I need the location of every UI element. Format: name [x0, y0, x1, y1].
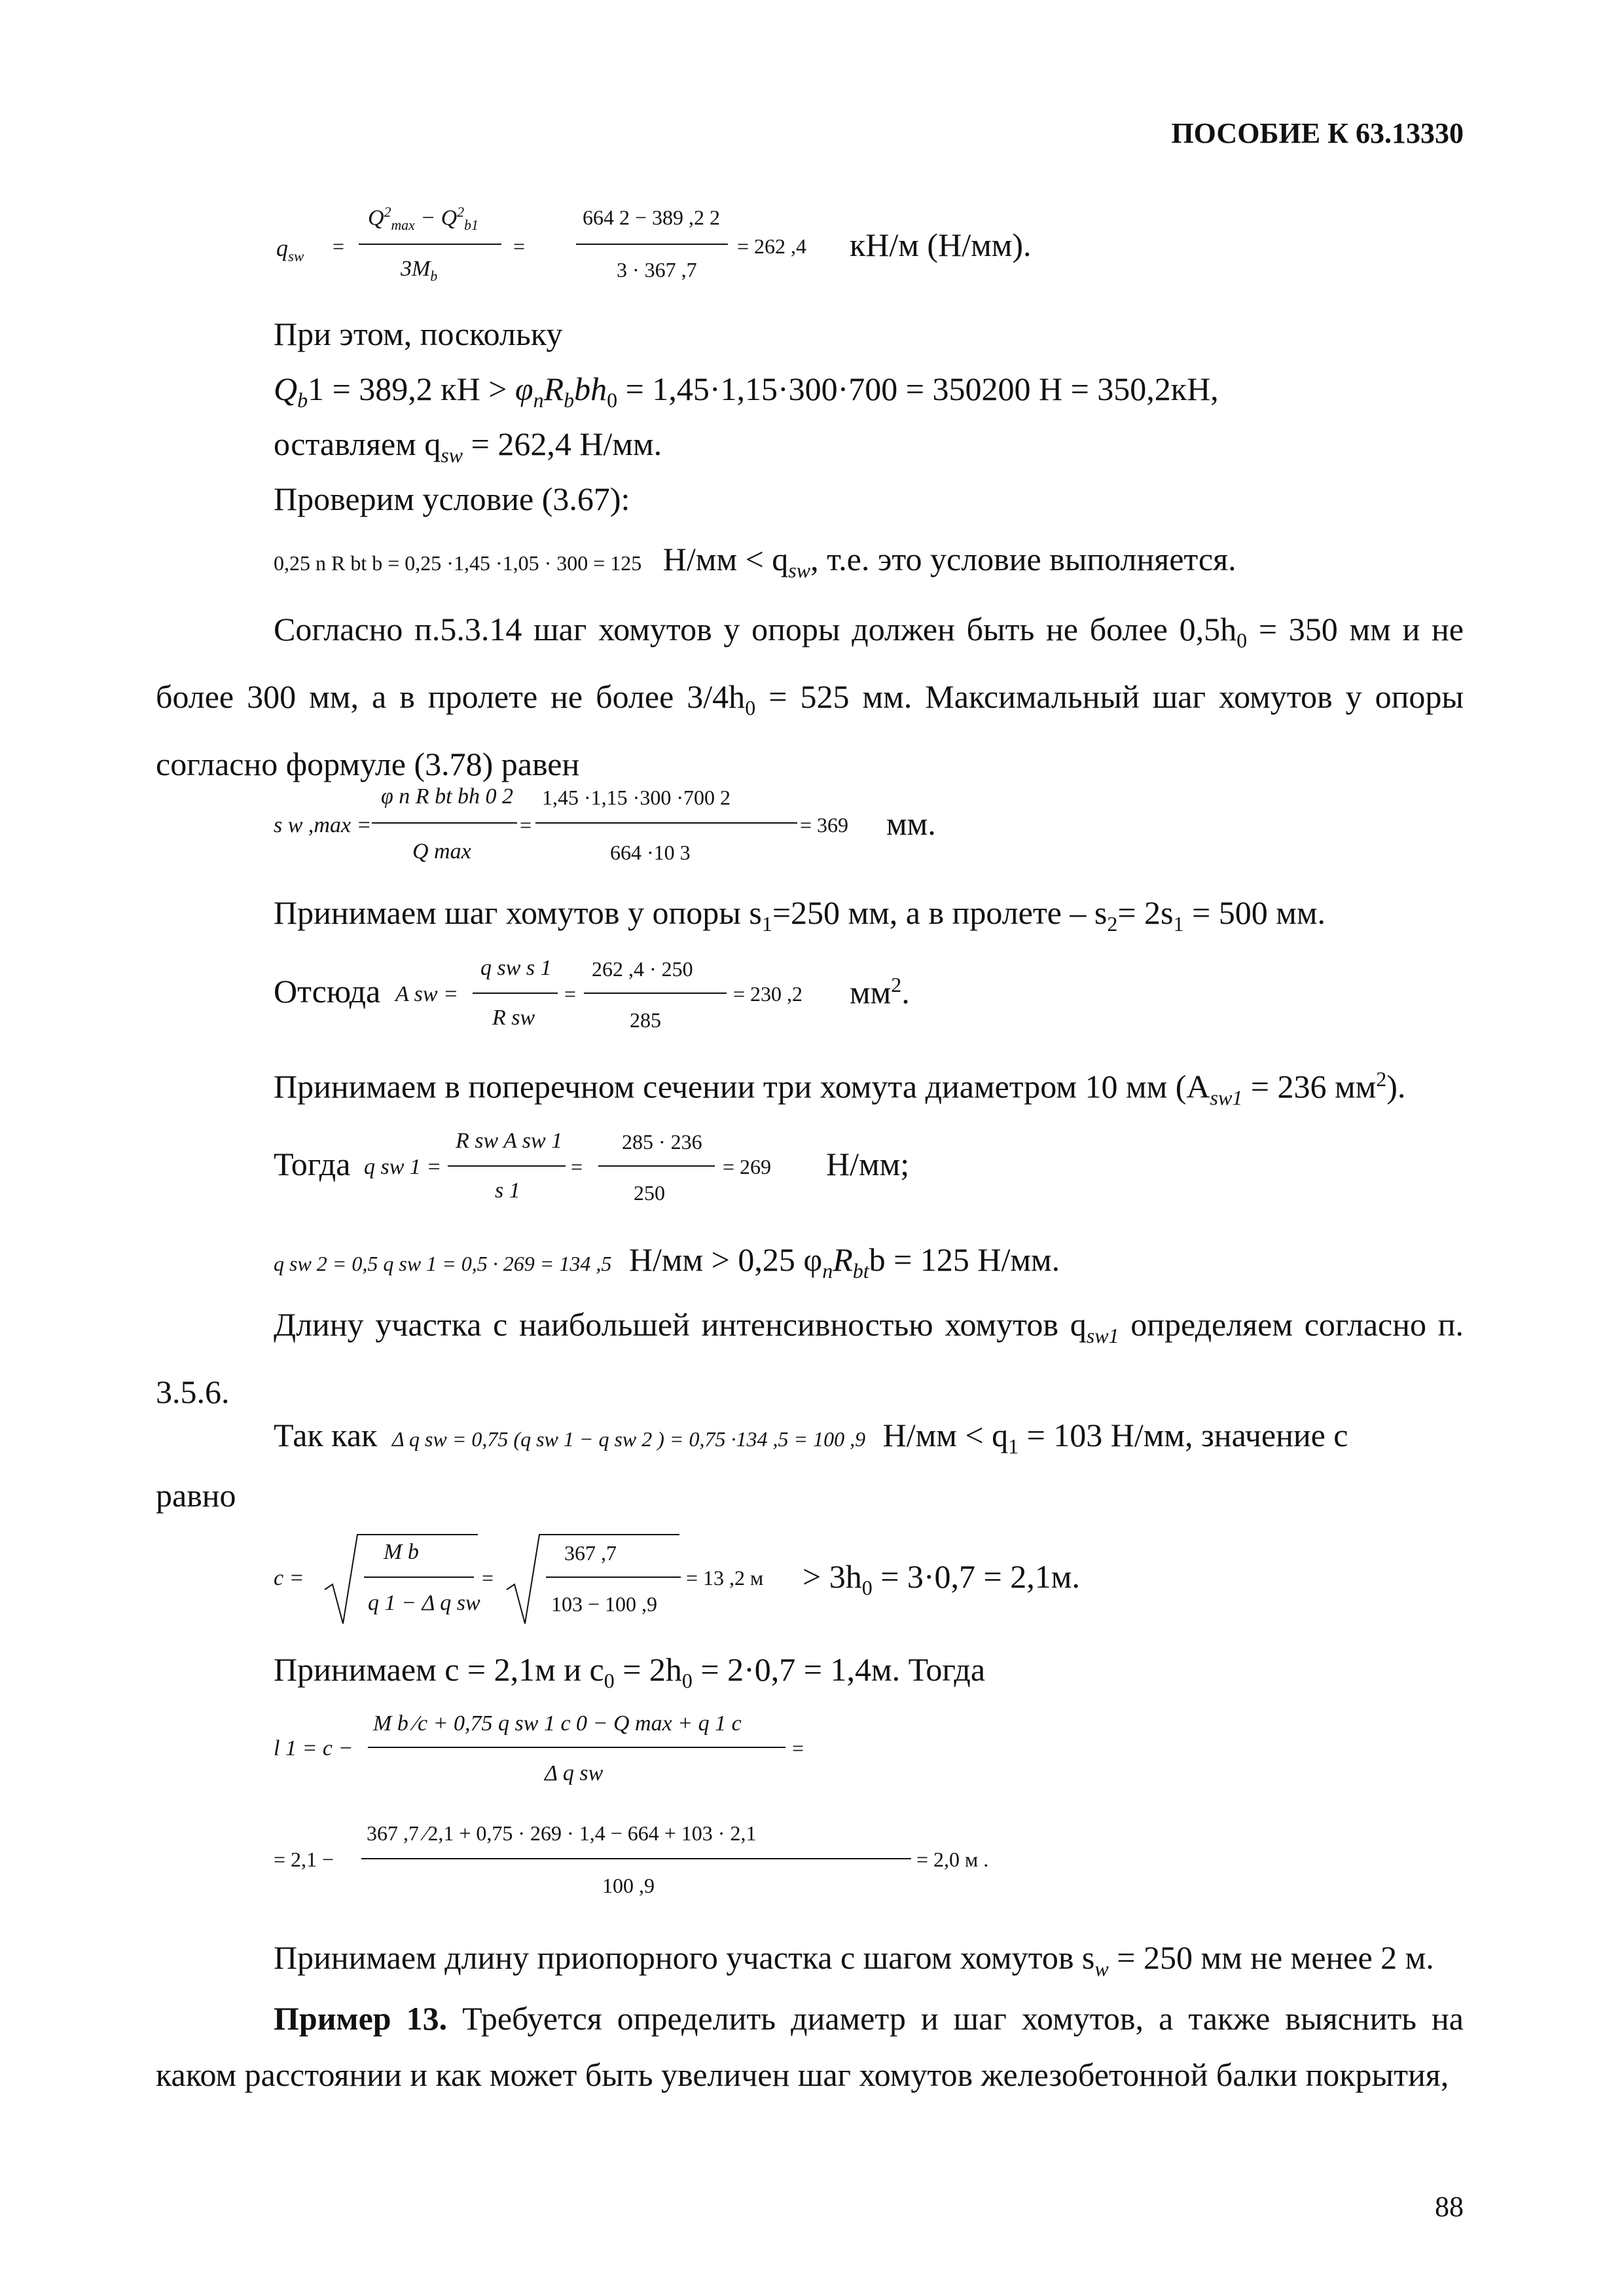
- formula-qsw1-den1: s 1: [495, 1178, 520, 1203]
- formula-qsw1-bar2: [598, 1165, 715, 1167]
- text-p9: Принимаем в поперечном сечении три хомута диаметром 10 мм ($A_{sw1} = 236$ $мм^2$).: [274, 1067, 1406, 1110]
- formula-l1-bar1: [368, 1747, 785, 1748]
- formula-asw-den1: R sw: [492, 1006, 535, 1030]
- formula-qsw-num1: $Q^2_{max} - Q^2_{b1}$: [368, 204, 478, 234]
- text-p7: Принимаем шаг хомутов у опоры $s_1=250$ мм, а в пролете – $s_2= 2s_1 = 500$ мм.: [274, 894, 1326, 936]
- formula-qsw-fraction-bar1: [359, 244, 501, 245]
- text-p13: Так как Δ q sw = 0,75 (q sw 1 − q sw 2 ) = 0,75 ·134 ,5 = 100 ,9 $Н/мм < q_1 = 103$ Н/мм, значение c: [274, 1417, 1348, 1458]
- formula-swmax-result: = 369: [800, 813, 849, 837]
- text-p2: $Q_b1 = 389,2$ кН > $\varphi_nR_bbh_0 = 1,45\cdot 1,15\cdot 300\cdot 700 = 350200$ Н = 350,2кН,: [274, 371, 1219, 412]
- formula-c-eq: =: [482, 1566, 494, 1590]
- document-header: ПОСОБИЕ К 63.13330: [1171, 117, 1464, 149]
- formula-c-result: = 13 ,2 м: [686, 1566, 764, 1590]
- formula-swmax-num1: φ n R bt bh 0 2: [381, 784, 514, 809]
- formula-l1-lhs: l 1 = c −: [274, 1736, 353, 1760]
- formula-swmax-bar1: [372, 822, 517, 824]
- formula-c-bar2: [546, 1576, 681, 1578]
- formula-l1-den1: Δ q sw: [545, 1761, 604, 1785]
- formula-qsw1-lhs: q sw 1 =: [364, 1155, 442, 1179]
- text-p14: Принимаем c = 2,1м и $c_0 = 2h_0 = 2\cdot 0,7 = 1,4м$. Тогда: [274, 1651, 986, 1692]
- formula-qsw-fraction-bar2: [576, 244, 728, 245]
- example-label: Пример 13.: [274, 2000, 448, 2037]
- formula-asw-result: = 230 ,2: [733, 982, 803, 1006]
- formula-swmax-den2: 664 ·10 3: [610, 841, 691, 864]
- formula-l1-num2: 367 ,7 ⁄2,1 + 0,75 · 269 · 1,4 − 664 + 103 · 2,1: [367, 1821, 757, 1845]
- formula-swmax-eq: =: [520, 813, 532, 837]
- formula-qsw1-label: Тогда: [274, 1146, 351, 1182]
- formula-qsw1-num2: 285 · 236: [622, 1130, 702, 1154]
- text-p16: Пример 13. Требуется определить диаметр и шаг хомутов, а также выяснить на каком расстоянии и как может быть увеличен шаг хомутов железобетонной балки покрытия,: [156, 2000, 1464, 2093]
- formula-l1-eq1: =: [792, 1736, 804, 1760]
- formula-c-den1: q 1 − Δ q sw: [368, 1591, 480, 1615]
- text-p5: 0,25 n R bt b = 0,25 ·1,45 ·1,05 · 300 = 125 $Н/мм < q_{sw}$, т.е. это условие выполняется.: [274, 541, 1236, 582]
- text-p3: оставляем $q_{sw} = 262,4$ Н/мм.: [274, 426, 662, 467]
- formula-asw-num1: q sw s 1: [480, 956, 552, 980]
- formula-qsw1-den2: 250: [634, 1181, 665, 1205]
- formula-qsw-eq2: =: [513, 234, 526, 258]
- text-p6: Согласно п.5.3.14 шаг хомутов у опоры должен быть не более $0,5h_0 = 350$ мм и не более 300 мм, а в пролете не более $3/4h_0 = 525$ мм. Максимальный шаг хомутов у опоры согласно формуле (3.78) равен: [156, 611, 1464, 782]
- text-p1: При этом, поскольку: [274, 316, 563, 352]
- formula-l1-lhs2: = 2,1 −: [274, 1848, 334, 1871]
- formula-qsw-den1: $3M_b$: [401, 257, 438, 284]
- page-number: 88: [1435, 2191, 1464, 2223]
- formula-asw-unit: $мм^2$.: [850, 973, 910, 1011]
- formula-asw-eq: =: [564, 982, 577, 1006]
- formula-swmax-unit: мм.: [886, 805, 936, 842]
- formula-l1-num1: M b ⁄c + 0,75 q sw 1 c 0 − Q max + q 1 c: [373, 1711, 742, 1736]
- formula-qsw1-unit: Н/мм;: [826, 1146, 910, 1182]
- formula-c-den2: 103 − 100 ,9: [551, 1592, 658, 1616]
- formula-qsw-num2: 664 2 − 389 ,2 2: [583, 206, 721, 229]
- text-p15: Принимаем длину приопорного участка с шагом хомутов $s_w = 250$ мм не менее 2 м.: [274, 1939, 1434, 1980]
- text-p12: Длину участка с наибольшей интенсивностью хомутов $q_{sw1}$ определяем согласно п. 3.5.6.: [156, 1306, 1464, 1410]
- text-p11: q sw 2 = 0,5 q sw 1 = 0,5 · 269 = 134 ,5 Н/мм > 0,25 $\varphi_nR_{bt}b = 125$ Н/мм.: [274, 1241, 1060, 1283]
- formula-asw-den2: 285: [630, 1008, 661, 1032]
- formula-qsw-den2: 3 · 367 ,7: [617, 258, 697, 282]
- formula-c-num1: M b: [384, 1540, 419, 1564]
- formula-qsw-unit: кН/м (Н/мм).: [850, 227, 1032, 263]
- text-p4: Проверим условие (3.67):: [274, 481, 630, 517]
- formula-c-tail: > $3h_0 = 3\cdot 0,7 = 2,1м$.: [803, 1558, 1080, 1599]
- formula-qsw1-bar1: [448, 1165, 566, 1167]
- formula-swmax-lhs: s w ,max =: [274, 813, 372, 837]
- formula-qsw1-eq: =: [571, 1155, 583, 1178]
- formula-asw-num2: 262 ,4 · 250: [592, 957, 693, 981]
- text-p13-word: равно: [156, 1477, 236, 1514]
- formula-swmax-num2: 1,45 ·1,15 ·300 ·700 2: [542, 786, 731, 809]
- formula-qsw1-result: = 269: [723, 1155, 772, 1178]
- formula-l1-bar2: [361, 1858, 911, 1859]
- formula-l1-result: = 2,0 м .: [916, 1848, 989, 1871]
- formula-asw-bar2: [584, 993, 727, 994]
- formula-swmax-den1: Q max: [412, 839, 471, 864]
- formula-qsw-result: = 262 ,4: [737, 234, 807, 258]
- formula-qsw-eq: =: [333, 234, 345, 258]
- formula-asw-label: Отсюда: [274, 973, 381, 1010]
- formula-l1-den2: 100 ,9: [602, 1874, 655, 1897]
- formula-qsw1-num1: R sw A sw 1: [456, 1129, 563, 1153]
- formula-asw-bar1: [473, 993, 558, 994]
- formula-qsw-lhs: $q_{sw}$: [276, 235, 304, 265]
- formula-c-num2: 367 ,7: [564, 1541, 617, 1565]
- formula-swmax-bar2: [535, 822, 797, 824]
- formula-c-lhs: c =: [274, 1566, 304, 1590]
- formula-c-bar1: [364, 1576, 474, 1578]
- formula-asw-lhs: A sw =: [395, 982, 459, 1006]
